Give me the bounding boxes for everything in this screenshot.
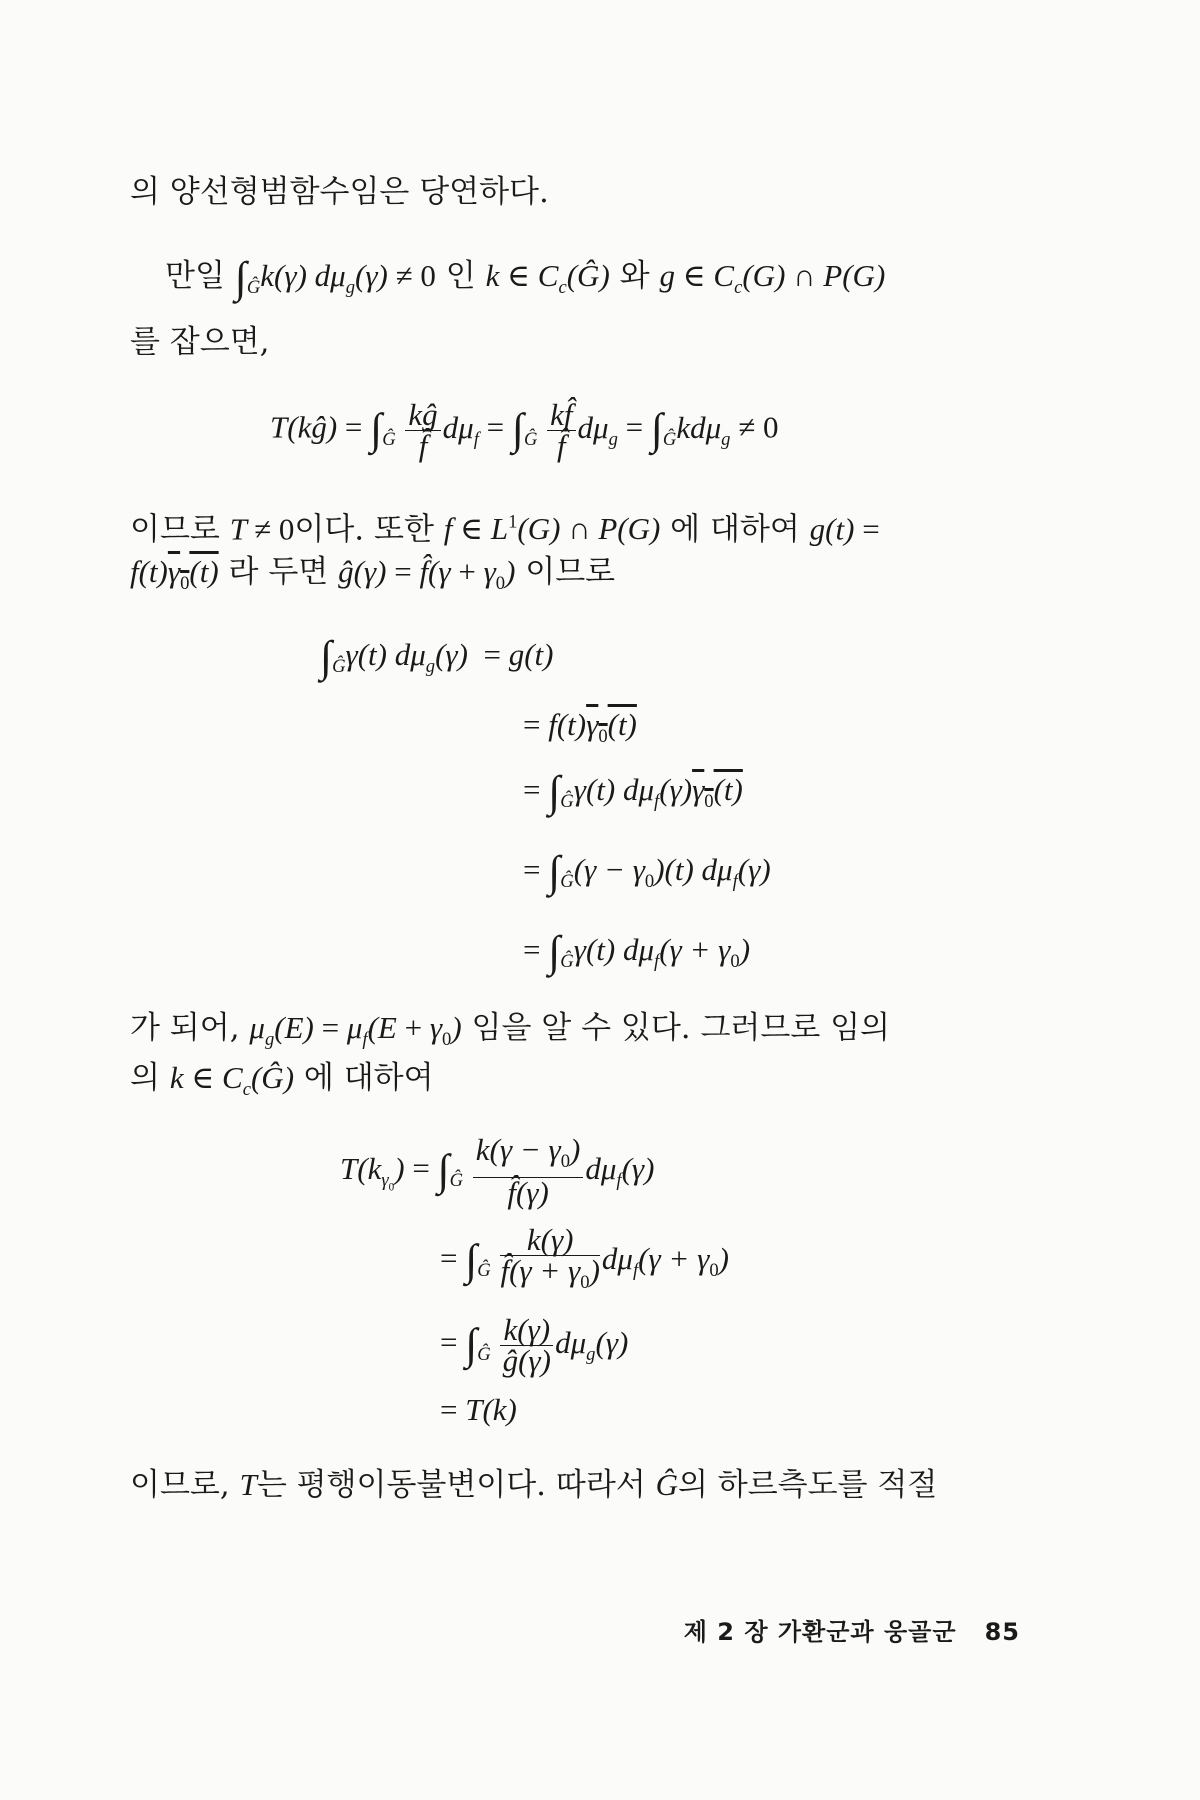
- equation-block-1-row-3: = $\int_Ĝ\gamma(t)$ $d\mu_f(\gamma)\gamma_0(t)$: [523, 767, 743, 816]
- equation-block-1-row-2: = $f(t)\gamma_0(t)$: [523, 707, 637, 748]
- text-line-2: 만일 $\int_Ĝk(\gamma) d\mu_g(\gamma) \ne 0$ 인 k ∈ $C_c(Ĝ)$ 와 g ∈ $C_c(G)$ ∩ P(G): [165, 253, 886, 302]
- equation-block-1-row-1: $\int_Ĝ\gamma(t) d\mu_g(\gamma) = g(t)$: [320, 632, 554, 681]
- equation-block-1-row-5: = $\int_Ĝ\gamma(t) d\mu_f(\gamma + \gamma_0)$: [523, 927, 751, 976]
- equation-block-2-row-2: = $\int_Ĝ$ $\frac{k(\gamma)}{f̂(\gamma + \gamma_0)}$ $d\mu_f(\gamma + \gamma_0)$: [440, 1222, 729, 1294]
- text-line-7: 의 k ∈ $C_c(Ĝ)$ 에 대하여: [130, 1060, 434, 1101]
- equation-block-2-row-3: = $\int_Ĝ$ $\frac{k(\gamma)}{ĝ(\gamma)}$ $d\mu_g(\gamma)$: [440, 1312, 629, 1378]
- text-line-5: $f(t)\gamma_0(t)$ 라 두면 ĝ(γ) = f̂(γ + $\gamma_0$) 이므로: [130, 554, 616, 595]
- equation-block-1-row-4: = $\int_Ĝ(\gamma - \gamma_0)(t)$ $d\mu_f(\gamma)$: [523, 847, 771, 896]
- text-line-6: 가 되어, $\mu_g(E) = \mu_f(E + \gamma_0)$ 임을 알 수 있다. 그러므로 임의: [130, 1010, 891, 1051]
- page-number: 85: [984, 1618, 1020, 1646]
- equation-block-2-row-1: $T(k_{\gamma_0}) = \int_Ĝ$ $\frac{k(\gamma - \gamma_0)}{f̂(\gamma)}$ $d\mu_f(\gamma)$: [340, 1132, 655, 1211]
- text-line-3: 를 잡으면,: [130, 324, 270, 360]
- equation-block-2-row-4: = T(k): [440, 1392, 517, 1427]
- text-line-1: 의 양선형범함수임은 당연하다.: [130, 174, 549, 210]
- equation-T-kg: T(kĝ) = $\int_Ĝ$ $\frac{kĝ}{f̂}$ $d\mu_f = \int_Ĝ$ $\frac{kf̂}{f̂}$ $d\mu_g = \int_Ĝkd\mu_g \ne 0$: [270, 397, 779, 463]
- text-line-8: 이므로, T는 평행이동불변이다. 따라서 Ĝ의 하르측도를 적절: [130, 1467, 938, 1503]
- page-footer: [640, 1612, 1020, 1647]
- chapter-title: 제 2 장 가환군과 웅골군: [683, 1618, 957, 1646]
- text-line-4: 이므로 T ≠ 0이다. 또한 f ∈ $L^1(G)$ ∩ P(G) 에 대하여 g(t) =: [130, 511, 880, 548]
